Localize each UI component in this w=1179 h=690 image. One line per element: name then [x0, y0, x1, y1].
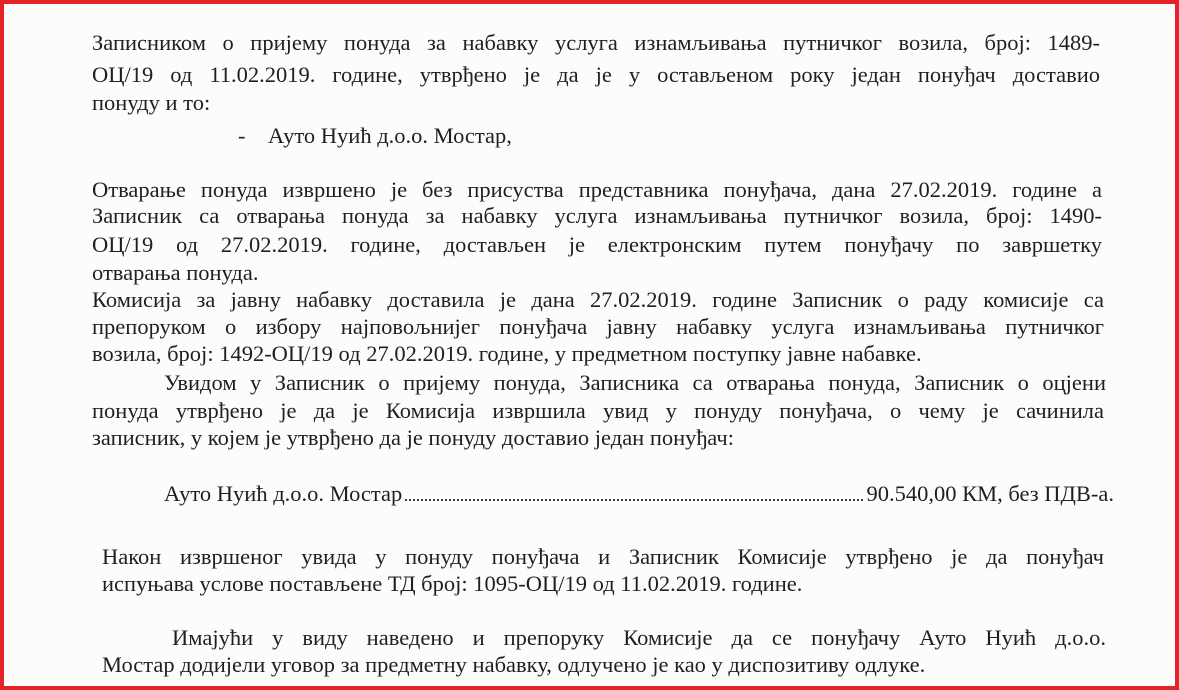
paragraph-2-line-1: Отварање понуда извршено је без присуства представника понуђача, дана 27.02.2019. године а — [92, 179, 1102, 202]
price-line-bidder: Ауто Нуић д.о.о. Мостар — [164, 481, 403, 506]
paragraph-6-line-1: Имајући у виду наведено и препоруку Комисије да се понуђачу Ауто Нуић д.о.о. — [172, 627, 1106, 650]
paragraph-1-line-3: понуду и то: — [92, 90, 211, 115]
paragraph-3-line-3: возила, број: 1492-ОЦ/19 од 27.02.2019. године, у предметном поступку јавне набавке. — [92, 341, 922, 366]
paragraph-3-line-2: препоруком о избору најповољнијег понуђача јавну набавку услуга изнамљивања путничког — [92, 316, 1104, 339]
price-line — [164, 483, 1114, 506]
paragraph-6-line-2: Мостар додијели уговор за предметну набавку, одлучено је као у диспозитиву одлуке. — [102, 652, 926, 677]
dot-leaders — [405, 485, 863, 501]
paragraph-2-line-4: отварања понуда. — [92, 260, 259, 285]
paragraph-4-line-1: Увидом у Записник о пријему понуда, Записника са отварања понуда, Записник о оцјени — [164, 372, 1106, 395]
paragraph-3-line-1: Комисија за јавну набавку доставила је дана 27.02.2019. године Записник о раду комисије са — [92, 289, 1104, 312]
paragraph-5-line-2: испуњава услове постављене ТД број: 1095-ОЦ/19 од 11.02.2019. године. — [102, 571, 803, 596]
bidder-list-item: - Ауто Нуић д.о.о. Мостар, — [238, 123, 512, 148]
paragraph-1-line-2: ОЦ/19 од 11.02.2019. године, утврђено је да је у остављеном року један понуђач доставио — [92, 64, 1100, 87]
paragraph-2-line-2: Записник са отварања понуда за набавку услуга изнамљивања путничког возила, број: 1490- — [92, 205, 1102, 228]
paragraph-2-line-3: ОЦ/19 од 27.02.2019. године, достављен је електронским путем понуђачу по завршетку — [92, 234, 1102, 257]
scanned-document — [4, 4, 1179, 690]
paragraph-4-line-3: записник, у којем је утврђено да је понуду доставио један понуђач: — [92, 425, 734, 450]
paragraph-4-line-2: понуда утврђено је да је Комисија извршила увид у понуду понуђача, о чему је сачинила — [92, 400, 1104, 423]
paragraph-5-line-1: Након извршеног увида у понуду понуђача и Записник Комисије утврђено је да понуђач — [102, 546, 1104, 569]
price-line-amount: 90.540,00 КМ, без ПДВ-а. — [866, 481, 1114, 506]
paragraph-1-line-1: Записником о пријему понуда за набавку услуга изнамљивања путничког возила, број: 1489- — [92, 32, 1100, 55]
